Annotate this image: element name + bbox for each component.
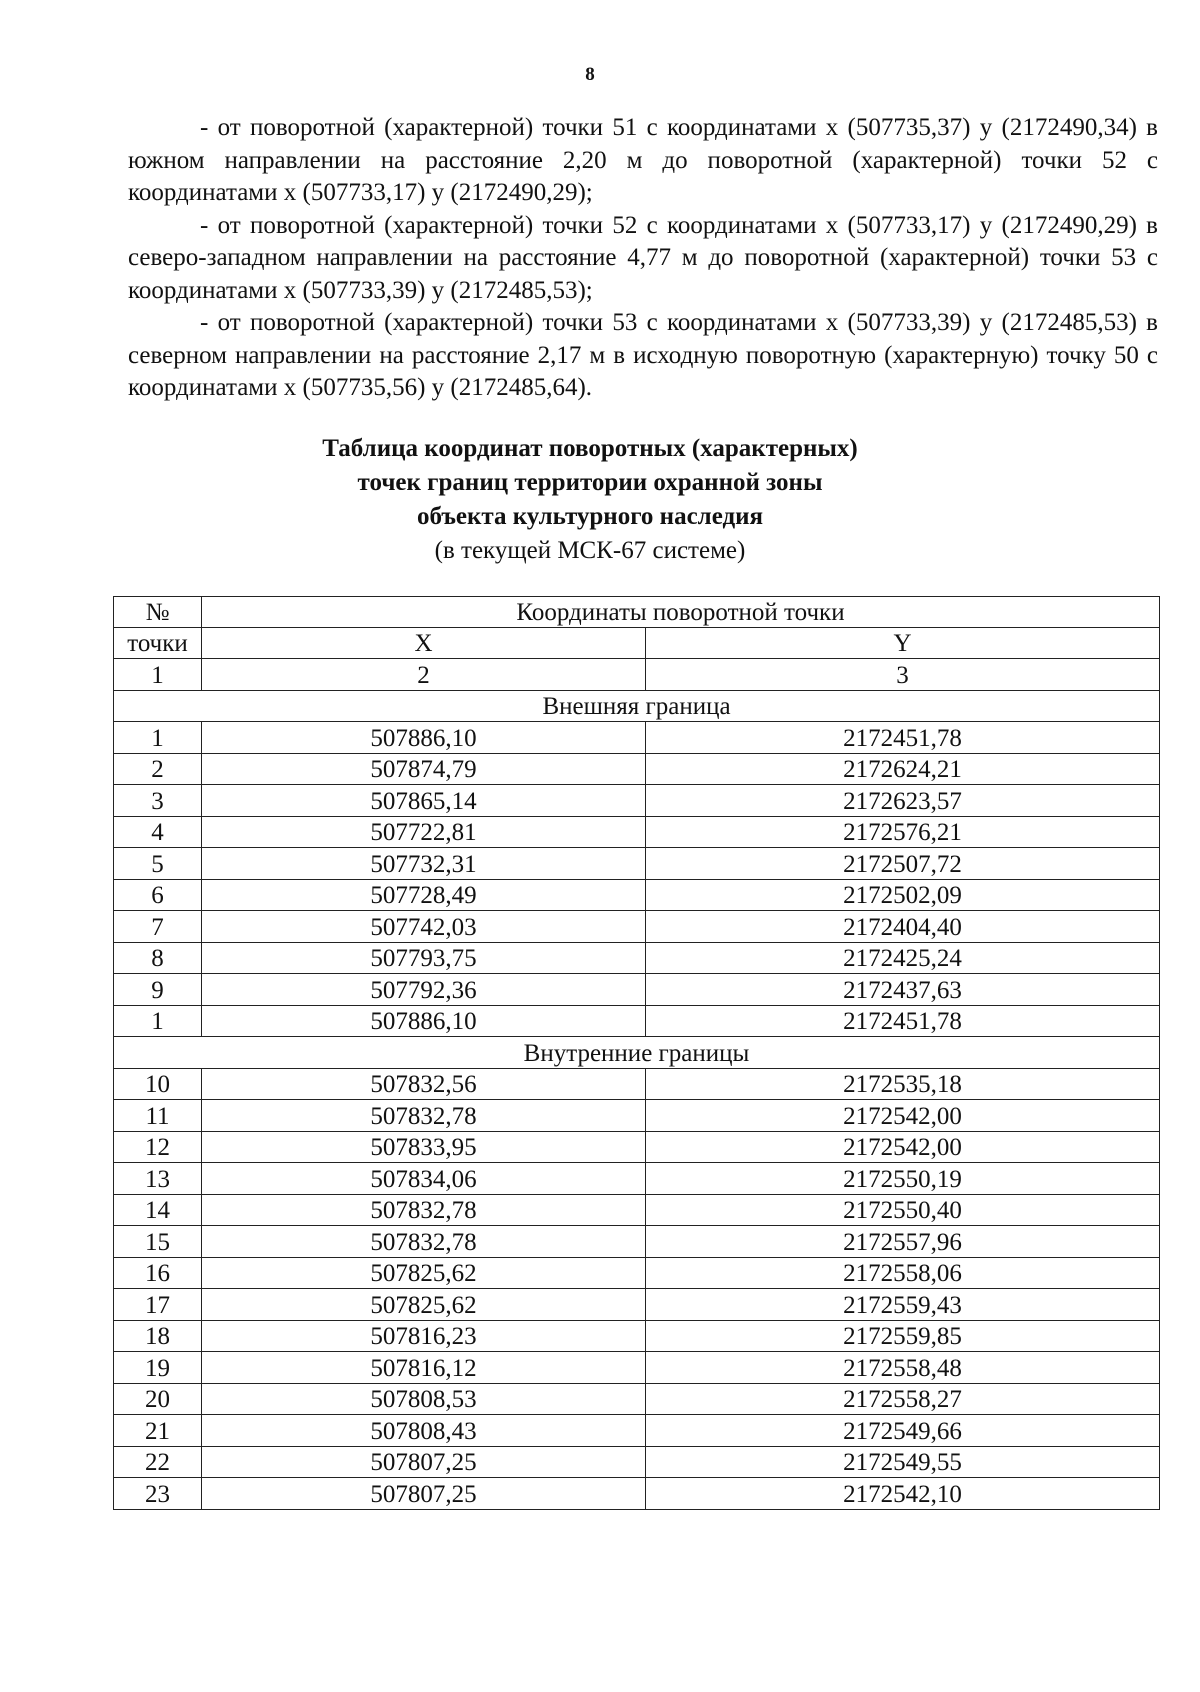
x-coordinate-cell: 507834,06 bbox=[202, 1163, 646, 1195]
table-row bbox=[114, 1383, 1160, 1415]
y-coordinate-cell: 2172550,19 bbox=[646, 1163, 1160, 1195]
table-row bbox=[114, 942, 1160, 974]
table-row bbox=[114, 1289, 1160, 1321]
point-number-cell: 20 bbox=[114, 1383, 202, 1415]
table-row bbox=[114, 1226, 1160, 1258]
table-row bbox=[114, 911, 1160, 943]
point-number-cell: 1 bbox=[114, 722, 202, 754]
section-row bbox=[114, 1037, 1160, 1069]
x-coordinate-cell: 507886,10 bbox=[202, 722, 646, 754]
y-coordinate-cell: 2172549,66 bbox=[646, 1415, 1160, 1447]
table-row bbox=[114, 1163, 1160, 1195]
y-coordinate-cell: 2172542,00 bbox=[646, 1100, 1160, 1132]
point-number-cell: 12 bbox=[114, 1131, 202, 1163]
y-coordinate-cell: 2172559,43 bbox=[646, 1289, 1160, 1321]
y-coordinate-cell: 2172623,57 bbox=[646, 785, 1160, 817]
x-coordinate-cell: 507722,81 bbox=[202, 816, 646, 848]
point-number-cell: 2 bbox=[114, 753, 202, 785]
point-number-cell: 15 bbox=[114, 1226, 202, 1258]
table-row bbox=[114, 974, 1160, 1006]
point-number-cell: 10 bbox=[114, 1068, 202, 1100]
table-row bbox=[114, 753, 1160, 785]
y-coordinate-cell: 2172549,55 bbox=[646, 1446, 1160, 1478]
y-coordinate-cell: 2172451,78 bbox=[646, 1005, 1160, 1037]
column-number: 1 bbox=[114, 659, 202, 691]
section-title: Внутренние границы bbox=[114, 1037, 1160, 1069]
table-row bbox=[114, 1352, 1160, 1384]
point-number-cell: 21 bbox=[114, 1415, 202, 1447]
point-number-cell: 19 bbox=[114, 1352, 202, 1384]
table-row bbox=[114, 1320, 1160, 1352]
point-number-cell: 23 bbox=[114, 1478, 202, 1510]
table-title-line: Таблица координат поворотных (характерных) bbox=[322, 435, 858, 462]
table-row bbox=[114, 722, 1160, 754]
table-row bbox=[114, 1194, 1160, 1226]
table-row bbox=[114, 785, 1160, 817]
table-row bbox=[114, 1131, 1160, 1163]
x-coordinate-cell: 507832,78 bbox=[202, 1100, 646, 1132]
point-number-cell: 22 bbox=[114, 1446, 202, 1478]
header-point-label: точки bbox=[114, 628, 202, 659]
section-row bbox=[114, 690, 1160, 722]
x-coordinate-cell: 507816,23 bbox=[202, 1320, 646, 1352]
point-number-cell: 13 bbox=[114, 1163, 202, 1195]
x-coordinate-cell: 507825,62 bbox=[202, 1289, 646, 1321]
point-number-cell: 3 bbox=[114, 785, 202, 817]
y-coordinate-cell: 2172557,96 bbox=[646, 1226, 1160, 1258]
x-coordinate-cell: 507807,25 bbox=[202, 1478, 646, 1510]
point-number-cell: 18 bbox=[114, 1320, 202, 1352]
x-coordinate-cell: 507742,03 bbox=[202, 911, 646, 943]
table-header-row bbox=[114, 628, 1160, 659]
y-coordinate-cell: 2172542,00 bbox=[646, 1131, 1160, 1163]
table-row bbox=[114, 1446, 1160, 1478]
y-coordinate-cell: 2172437,63 bbox=[646, 974, 1160, 1006]
y-coordinate-cell: 2172404,40 bbox=[646, 911, 1160, 943]
x-coordinate-cell: 507833,95 bbox=[202, 1131, 646, 1163]
x-coordinate-cell: 507832,78 bbox=[202, 1194, 646, 1226]
table-row bbox=[114, 848, 1160, 880]
table-row bbox=[114, 816, 1160, 848]
y-coordinate-cell: 2172558,06 bbox=[646, 1257, 1160, 1289]
coordinates-table-body bbox=[114, 597, 1160, 1510]
point-number-cell: 7 bbox=[114, 911, 202, 943]
paragraph: - от поворотной (характерной) точки 52 с координатами x (507733,17) y (2172490,29) в северо-западном направлении на расстояние 4,77 м до поворотной (характерной) точки 53 с координатами x (507733,39) y (2172485,53); bbox=[128, 211, 1158, 304]
y-coordinate-cell: 2172507,72 bbox=[646, 848, 1160, 880]
x-coordinate-cell: 507865,14 bbox=[202, 785, 646, 817]
paragraph: - от поворотной (характерной) точки 53 с координатами x (507733,39) y (2172485,53) в северном направлении на расстояние 2,17 м в исходную поворотную (характерную) точку 50 с координатами x (507735,56) y (2172485,64). bbox=[128, 309, 1158, 401]
header-point-number: № bbox=[114, 597, 202, 628]
point-number-cell: 4 bbox=[114, 816, 202, 848]
x-coordinate-cell: 507807,25 bbox=[202, 1446, 646, 1478]
x-coordinate-cell: 507808,53 bbox=[202, 1383, 646, 1415]
y-coordinate-cell: 2172559,85 bbox=[646, 1320, 1160, 1352]
header-y: Y bbox=[646, 628, 1160, 659]
x-coordinate-cell: 507792,36 bbox=[202, 974, 646, 1006]
point-number-cell: 17 bbox=[114, 1289, 202, 1321]
column-number: 2 bbox=[202, 659, 646, 691]
y-coordinate-cell: 2172550,40 bbox=[646, 1194, 1160, 1226]
point-number-cell: 8 bbox=[114, 942, 202, 974]
x-coordinate-cell: 507728,49 bbox=[202, 879, 646, 911]
table-row bbox=[114, 1415, 1160, 1447]
table-title-line: точек границ территории охранной зоны bbox=[357, 469, 823, 496]
point-number-cell: 1 bbox=[114, 1005, 202, 1037]
point-number-cell: 5 bbox=[114, 848, 202, 880]
table-title-line: объекта культурного наследия bbox=[416, 503, 764, 530]
y-coordinate-cell: 2172624,21 bbox=[646, 753, 1160, 785]
header-x: X bbox=[202, 628, 646, 659]
table-row bbox=[114, 1005, 1160, 1037]
table-row bbox=[114, 1478, 1160, 1510]
x-coordinate-cell: 507825,62 bbox=[202, 1257, 646, 1289]
section-title: Внешняя граница bbox=[114, 690, 1160, 722]
y-coordinate-cell: 2172558,27 bbox=[646, 1383, 1160, 1415]
y-coordinate-cell: 2172558,48 bbox=[646, 1352, 1160, 1384]
x-coordinate-cell: 507808,43 bbox=[202, 1415, 646, 1447]
y-coordinate-cell: 2172451,78 bbox=[646, 722, 1160, 754]
point-number-cell: 6 bbox=[114, 879, 202, 911]
x-coordinate-cell: 507732,31 bbox=[202, 848, 646, 880]
table-row bbox=[114, 1100, 1160, 1132]
table-title bbox=[0, 432, 1180, 568]
table-row bbox=[114, 1257, 1160, 1289]
coordinates-table bbox=[113, 596, 1160, 1510]
x-coordinate-cell: 507832,56 bbox=[202, 1068, 646, 1100]
page-number: 8 bbox=[585, 64, 595, 85]
column-number: 3 bbox=[646, 659, 1160, 691]
table-row bbox=[114, 1068, 1160, 1100]
x-coordinate-cell: 507874,79 bbox=[202, 753, 646, 785]
y-coordinate-cell: 2172576,21 bbox=[646, 816, 1160, 848]
table-header-row bbox=[114, 597, 1160, 628]
column-number-row bbox=[114, 659, 1160, 691]
point-number-cell: 16 bbox=[114, 1257, 202, 1289]
x-coordinate-cell: 507886,10 bbox=[202, 1005, 646, 1037]
table-subtitle: (в текущей МСК-67 системе) bbox=[434, 537, 746, 564]
y-coordinate-cell: 2172502,09 bbox=[646, 879, 1160, 911]
point-number-cell: 11 bbox=[114, 1100, 202, 1132]
x-coordinate-cell: 507832,78 bbox=[202, 1226, 646, 1258]
header-coordinates: Координаты поворотной точки bbox=[202, 597, 1160, 628]
x-coordinate-cell: 507793,75 bbox=[202, 942, 646, 974]
y-coordinate-cell: 2172542,10 bbox=[646, 1478, 1160, 1510]
x-coordinate-cell: 507816,12 bbox=[202, 1352, 646, 1384]
y-coordinate-cell: 2172425,24 bbox=[646, 942, 1160, 974]
y-coordinate-cell: 2172535,18 bbox=[646, 1068, 1160, 1100]
point-number-cell: 9 bbox=[114, 974, 202, 1006]
body-text bbox=[128, 112, 1158, 405]
table-row bbox=[114, 879, 1160, 911]
paragraph: - от поворотной (характерной) точки 51 с координатами x (507735,37) y (2172490,34) в южном направлении на расстояние 2,20 м до поворотной (характерной) точки 52 с координатами x (507733,17) y (2172490,29); bbox=[128, 114, 1158, 206]
point-number-cell: 14 bbox=[114, 1194, 202, 1226]
